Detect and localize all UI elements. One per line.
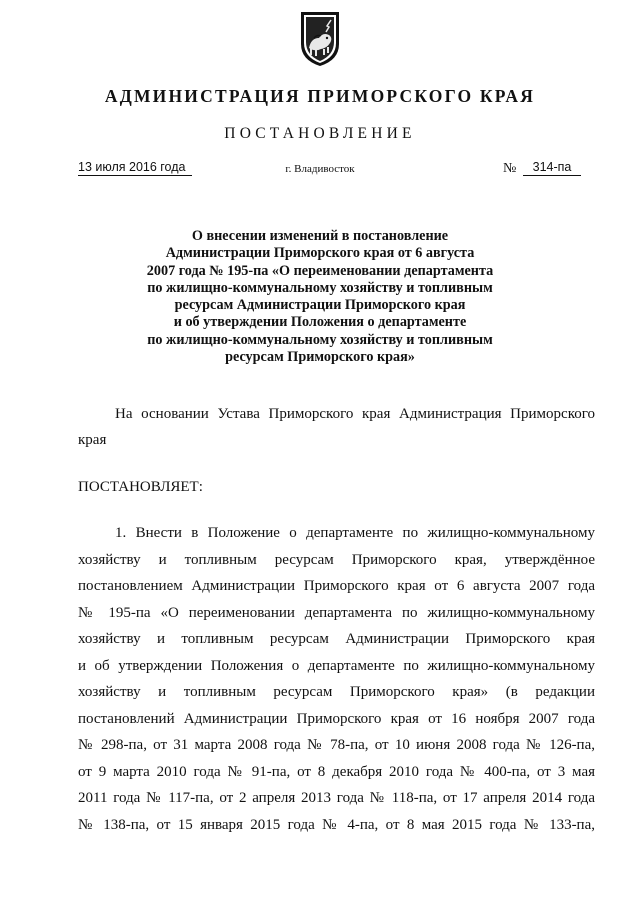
body-line: № 195-па «О переименовании департамента по жилищно-коммунальному (78, 604, 595, 621)
body-line: хозяйству и топливным ресурсам Администрации Приморского края (78, 631, 595, 647)
body-line: № 138-па, от 15 января 2015 года № 4-па, от 8 мая 2015 года № 133-па, (78, 816, 595, 833)
body-line: от 9 марта 2010 года № 91-па, от 8 декабря 2010 года № 400-па, от 3 мая (78, 763, 595, 780)
subject-line: 2007 года № 195-па «О переименовании департамента (146, 262, 494, 279)
subject-line: О внесении изменений в постановление (191, 228, 449, 244)
basis-paragraph (78, 401, 595, 453)
body-line: 1. Внести в Положение о департаменте по жилищно-коммунальному (115, 525, 595, 541)
body-line: постановлением Администрации Приморского края от 6 августа 2007 года (78, 578, 595, 594)
subject-line: ресурсам Администрации Приморского края (174, 297, 466, 314)
basis-line: На основании Устава Приморского края Администрация Приморского (115, 406, 595, 422)
subject-line: и об утверждении Положения о департаменте (173, 314, 467, 331)
document-number-label: № (503, 161, 517, 176)
subject-line: по жилищно-коммунальному хозяйству и топливным (147, 279, 493, 296)
body-line: № 298-па, от 31 марта 2008 года № 78-па, от 10 июня 2008 года № 126-па, (78, 737, 595, 753)
body-line: постановлений Администрации Приморского края от 16 ноября 2007 года (78, 710, 595, 727)
subject-line: Администрации Приморского края от 6 августа (165, 245, 475, 262)
document-type: ПОСТАНОВЛЕНИЕ (224, 125, 416, 142)
organization-title: АДМИНИСТРАЦИЯ ПРИМОРСКОГО КРАЯ (104, 86, 536, 106)
document-meta-row (0, 160, 640, 182)
coat-of-arms-icon (297, 8, 343, 68)
document-number: 314-па (523, 160, 581, 176)
body-line: и об утверждении Положения о департаменте по жилищно-коммунальному (78, 657, 595, 674)
body-line: хозяйству и топливным ресурсам Приморского края» (в редакции (78, 684, 595, 700)
document-city: г. Владивосток (285, 163, 355, 175)
decree-word: ПОСТАНОВЛЯЕТ: (78, 479, 203, 495)
subject-line: ресурсам Приморского края» (225, 349, 415, 366)
document-date: 13 июля 2016 года (78, 160, 192, 176)
document-subject (100, 228, 540, 366)
body-paragraph (78, 520, 595, 838)
body-line: хозяйству и топливным ресурсам Приморского края, утверждённое (78, 551, 595, 568)
basis-line: края (78, 432, 107, 448)
body-line: 2011 года № 117-па, от 2 апреля 2013 года № 118-па, от 17 апреля 2014 года (78, 790, 595, 806)
subject-line: по жилищно-коммунальному хозяйству и топливным (147, 331, 493, 348)
